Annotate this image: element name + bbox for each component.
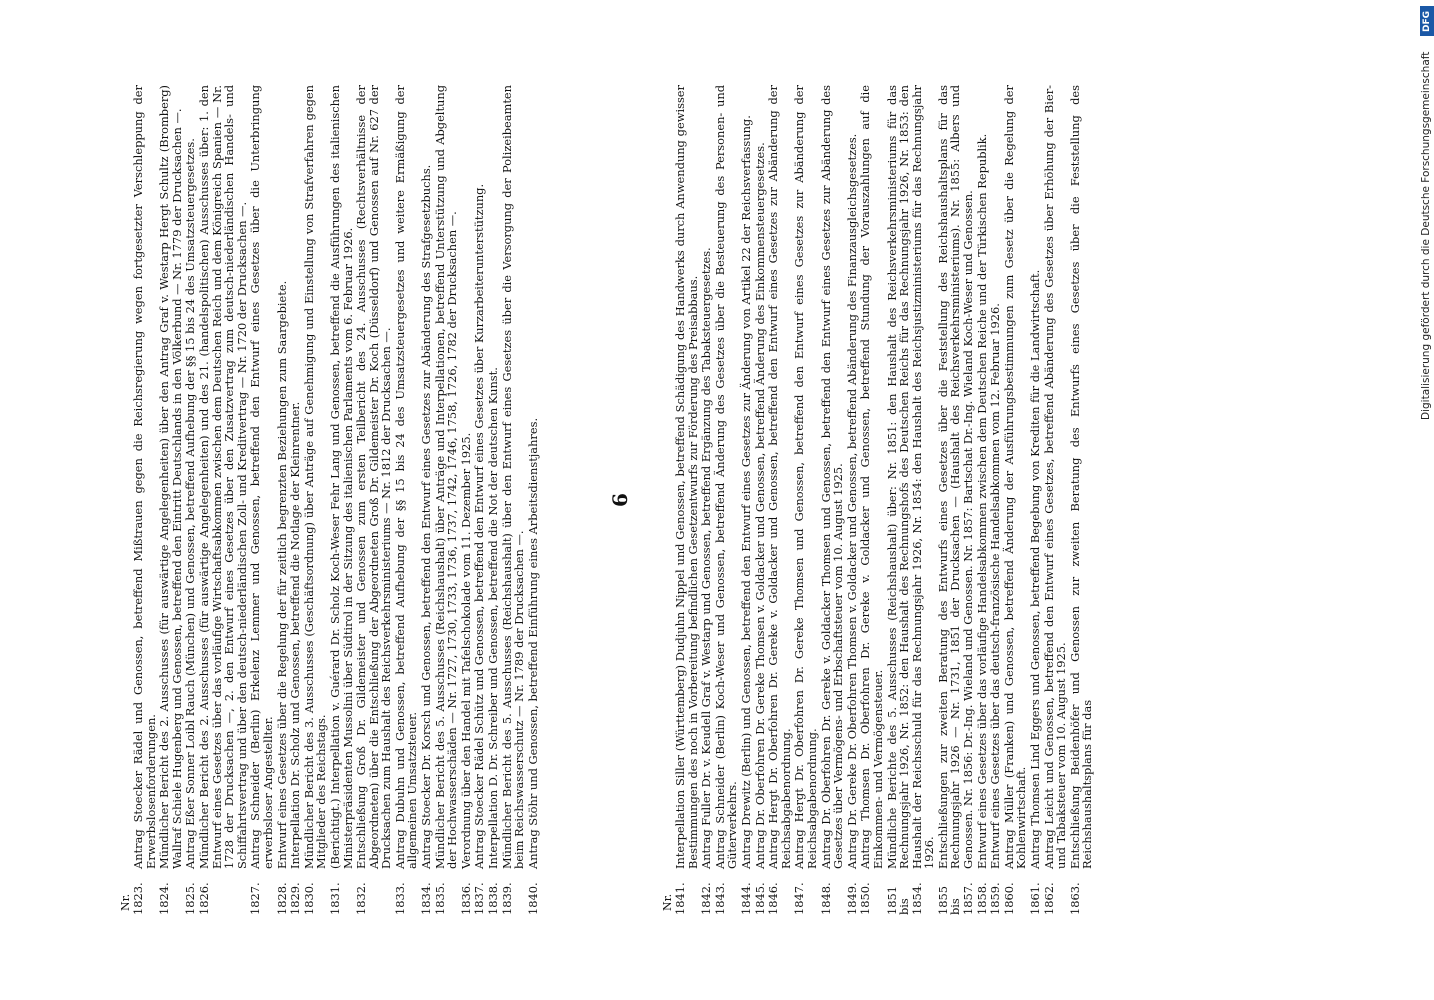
entry-text: Antrag Dr. Oberfohren Dr. Gereke Thomsen v. Goldacker und Genossen, betreffend Änderung des Einkommensteuergesetzes. bbox=[752, 142, 767, 869]
list-item bbox=[820, 85, 845, 915]
entry-number: 1830. bbox=[301, 882, 316, 915]
list-item bbox=[198, 85, 248, 915]
entry-number: 1847. bbox=[792, 882, 807, 915]
entry-number: 1834. bbox=[419, 882, 434, 915]
entry-number: 1861. bbox=[1028, 882, 1043, 915]
list-item bbox=[527, 85, 540, 915]
entry-number: 1843. bbox=[712, 882, 727, 915]
entry-text: Antrag Stöhr und Genossen, betreffend Einführung eines Arbeitsdienstjahres. bbox=[525, 417, 540, 869]
list-item bbox=[1043, 85, 1068, 915]
entry-text: Antrag Dr. Gereke Dr. Oberfohren Thomsen v. Goldacker und Genossen, betreffend Abänderung des Finanzausgleichsgesetzes. bbox=[844, 133, 859, 869]
entry-text: Entwurf eines Gesetzes über das vorläufige Handelsabkommen zwischen dem Deutschen Reiche und der Türkischen Republik. bbox=[974, 133, 989, 869]
list-item bbox=[158, 85, 183, 915]
entry-number: 1824. bbox=[157, 882, 172, 915]
entry-text: Antrag Thomsen Lind Eggers und Genossen, betreffend Begebung von Krediten für die Landwirtschaft. bbox=[1028, 269, 1043, 869]
entry-number: 1840. bbox=[525, 882, 540, 915]
entry-number: 1838. bbox=[486, 882, 501, 915]
list-item bbox=[184, 85, 197, 915]
list-item bbox=[674, 85, 699, 915]
entry-text: Antrag Hergt Dr. Oberfohren Dr. Gereke v. Goldacker und Genossen, betreffend den Entwurf eines Gesetzes zur Abänderung der Reichsabgabenordnung. bbox=[766, 85, 793, 869]
list-item bbox=[1029, 85, 1042, 915]
entry-text: Antrag Dubuhn und Genossen, betreffend Aufhebung der §§ 15 bis 24 des Umsatzsteuergesetzes und weitere Ermäßigung der allgemeinen Umsatzsteuer. bbox=[392, 85, 420, 869]
left-column bbox=[120, 85, 600, 915]
entry-number: 1825. bbox=[183, 882, 198, 915]
entry-number: 1842. bbox=[699, 882, 714, 915]
right-column bbox=[662, 85, 1242, 915]
entry-text: Antrag Schneider (Berlin) Koch-Weser und Genossen, betreffend Änderung des Gesetzes über die Besteuerung des Personen- und Güterverkehrs. bbox=[712, 85, 740, 869]
entry-number: 1850. bbox=[858, 882, 873, 915]
entry-number: 1833. bbox=[392, 882, 407, 915]
entry-text: Antrag Hergt Dr. Oberfohren Dr. Gereke Thomsen und Genossen, betreffend den Entwurf eines Gesetzes zur Abänderung der Reichsabgabenordnung. bbox=[792, 85, 819, 869]
entry-text: Antrag Drewitz (Berlin) und Genossen, betreffend den Entwurf eines Gesetzes zur Änderung von Artikel 22 der Reichsverfassung. bbox=[738, 115, 753, 869]
dfg-logo: DFG bbox=[1420, 6, 1434, 36]
list-item bbox=[1003, 85, 1028, 915]
entry-number: 1844. bbox=[738, 882, 753, 915]
entry-number: 1831. bbox=[327, 882, 342, 915]
entry-text: Entwurf eines Gesetzes über die Regelung der für zeitlich begrenzten Beziehungen zum Saargebiete. bbox=[274, 280, 289, 869]
list-item bbox=[434, 85, 459, 915]
list-item bbox=[754, 85, 767, 915]
list-item bbox=[714, 85, 739, 915]
entry-number: 1863. bbox=[1067, 882, 1082, 915]
list-item bbox=[1069, 85, 1094, 915]
entry-text: Mündlicher Bericht des 3. Ausschusses (Geschäftsordnung) über Anträge auf Genehmigung und Einstellung von Strafverfahren gegen Mitglieder des Reichstags. bbox=[301, 85, 329, 869]
entry-number: 1829. bbox=[288, 882, 303, 915]
entry-text: Mündlicher Bericht des 5. Ausschusses (Reichshaushalt) über den Entwurf eines Gesetzes über die Versorgung der Polizeibeamten beim Reichswasserschutz — Nr. 1789 der Drucksachen —. bbox=[499, 85, 527, 869]
entry-text: Interpellation Siller (Württemberg) Dudjuhn Nippel und Genossen, betreffend Schädigung des Handwerks durch Anwendung gewisser Bestimmungen des noch in Vorbereitung befindlichen Gesetzentwurfs zur Förderung des Preisabbaus. bbox=[673, 85, 700, 869]
entry-number: 1848. bbox=[818, 882, 833, 915]
rotated-page-content bbox=[120, 65, 1240, 935]
page-number: 6 bbox=[608, 493, 632, 507]
entry-text: Antrag Müller (Franken) und Genossen, betreffend Änderung der Ausführungsbestimmungen zum Gesetz über die Regelung der Kohlenwirtschaft. bbox=[1001, 85, 1029, 869]
digitization-credit: Digitalisierung gefördert durch die Deutsche Forschungsgemeinschaft bbox=[1420, 51, 1432, 420]
entry-text: Entschließung Groß Dr. Gildemeister und Genossen zum ersten Teilbericht des 24. Ausschusses (Rechtsverhältnisse der Abgeordneten) über die Entschließung der Abgeordneten Groß Dr. Gildemeister Dr. Koch (Düsseldorf) und Genossen auf Nr. 627 der Drucksachen zum Haushalt des Reichsverkehrsministeriums — Nr. 1812 der Drucksachen —. bbox=[354, 85, 394, 869]
list-item bbox=[740, 85, 753, 915]
list-item bbox=[859, 85, 884, 915]
entry-text: Antrag Thomsen Dr. Oberfohren Dr. Gereke v. Goldacker und Genossen, betreffend Stundung der Vorauszahlungen auf die Einkommen- und Vermögensteuer. bbox=[858, 85, 885, 869]
entry-text: Antrag Dr. Oberfohren Dr. Gereke v. Goldacker Thomsen und Genossen, betreffend den Entwurf eines Gesetzes zur Abänderung des Gesetzes über Vermögens- und Erbschaftsteuer vom 10. August 1925. bbox=[818, 85, 846, 869]
entry-number: 1832. bbox=[354, 882, 369, 915]
entry-number: 1849. bbox=[844, 882, 859, 915]
entry-number: 1828. bbox=[274, 882, 289, 915]
list-item bbox=[132, 85, 157, 915]
entry-text: Antrag Fuller Dr. v. Keudell Graf v. Westarp und Genossen, betreffend Ergänzung des Tabaksteuergesetzes. bbox=[699, 247, 714, 869]
list-item bbox=[289, 85, 302, 915]
entry-number: 1858. bbox=[974, 882, 989, 915]
list-item bbox=[329, 85, 354, 915]
entry-number: 1862. bbox=[1041, 882, 1056, 915]
list-item bbox=[460, 85, 473, 915]
entry-number: 1839. bbox=[499, 882, 514, 915]
entry-text: Mündlicher Bericht des 5. Ausschusses (Reichshaushalt) über Anträge und Interpellationen, betreffend Unterstützung und Abgeltung der Hochwasserschäden — Nr. 1727, 1730, 1733, 1736, 1737, 1742, 1746, 1758, 1726, 1782 der Drucksachen —. bbox=[432, 85, 460, 869]
list-item bbox=[976, 85, 989, 915]
entry-text: Entschließung Beidenhöfer und Genossen zur zweiten Beratung des Entwurfs eines Gesetzes über die Feststellung des Reichshaushaltsplans für das bbox=[1067, 85, 1095, 869]
list-item bbox=[793, 85, 818, 915]
entry-number: 1841. bbox=[673, 882, 687, 915]
entry-text: Mündlicher Bericht des 2. Ausschusses (für auswärtige Angelegenheiten) und des 21. (handelspolitischen) Ausschusses über: 1. den Entwurf eines Gesetzes über das vorläufige Wirtschaftsabkommen zwischen dem Deutschen Reich und dem Königreich Spanien — Nr. 1728 der Drucksachen —, 2. den Entwurf eines Gesetzes über den Zusatzvertrag zum deutsch-niederländischen Handels- und Schiffahrtsvertrag und über den deutsch-niederländischen Zoll- und Kreditvertrag — Nr. 1720 der Drucksachen —. bbox=[196, 85, 249, 869]
nr-heading-left: Nr. bbox=[119, 893, 132, 911]
entry-number: 1859. bbox=[988, 882, 1003, 915]
entry-number: 1837. bbox=[472, 882, 487, 915]
entry-text: Verordnung über den Handel mit Tafelschokolade vom 11. Dezember 1925. bbox=[458, 432, 473, 869]
entry-text: Entwurf eines Gesetzes über das deutsch-französische Handelsabkommen vom 12. Februar 1926. bbox=[988, 303, 1003, 869]
list-item bbox=[846, 85, 859, 915]
entry-number: 1823. bbox=[131, 882, 145, 915]
entry-text: Antrag Stoecker Rädel Schütz und Genossen, betreffend den Entwurf eines Gesetzes über Kurzarbeiterunterstützung. bbox=[472, 183, 487, 869]
entry-number: 1855 bis 1857. bbox=[935, 882, 976, 915]
list-item bbox=[303, 85, 328, 915]
list-item bbox=[249, 85, 274, 915]
entry-text: (Berichtigt.) Interpellation v. Guérard Dr. Scholz Koch-Weser Fehr Lang und Genossen, betreffend die Ausführungen des italienischen Ministerpräsidenten Mussolini über Südtirol in der Sitzung des italienischen Parlaments vom 6. Februar 1926. bbox=[327, 85, 355, 869]
list-item bbox=[420, 85, 433, 915]
list-item bbox=[700, 85, 713, 915]
entry-text: Antrag Eßer Sonner Loibl Rauch (München) und Genossen, betreffend Aufhebung der §§ 15 bis 24 des Umsatzsteuergesetzes. bbox=[183, 138, 198, 869]
entry-text: Antrag Schneider (Berlin) Erkelenz Lemmer und Genossen, betreffend den Entwurf eines Gesetzes über die Unterbringung erwerbsloser Angestellter. bbox=[248, 85, 275, 869]
entry-number: 1835. bbox=[432, 882, 447, 915]
entry-number: 1836. bbox=[458, 882, 473, 915]
entry-number: 1860. bbox=[1001, 882, 1016, 915]
list-item bbox=[767, 85, 792, 915]
entry-text: Antrag Stoecker Rädel und Genossen, betreffend Mißtrauen gegen die Reichsregierung wegen fortgesetzter Verschleppung der Erwerbslosenforderungen. bbox=[131, 85, 158, 869]
entry-number: 1827. bbox=[248, 882, 263, 915]
nr-heading-right: Nr. bbox=[661, 893, 674, 911]
list-item bbox=[886, 85, 936, 915]
entry-number: 1846. bbox=[766, 882, 781, 915]
entry-number: 1845. bbox=[752, 882, 767, 915]
list-item bbox=[487, 85, 500, 915]
list-item bbox=[989, 85, 1002, 915]
list-item bbox=[473, 85, 486, 915]
entry-text: Antrag Stoecker Dr. Korsch und Genossen, betreffend den Entwurf eines Gesetzes zur Abänderung des Strafgesetzbuchs. bbox=[419, 164, 434, 869]
entry-text: Mündlicher Bericht des 2. Ausschusses (für auswärtige Angelegenheiten) über den Antrag Graf v. Westarp Hergt Schultz (Bromberg) Wallraf Schiele Hugenberg und Genossen, betreffend den Eintritt Deutschlands in den Völkerbund — Nr. 1779 der Drucksachen —. bbox=[157, 85, 184, 869]
list-item bbox=[276, 85, 289, 915]
entry-text: Interpellation Dr. Scholz und Genossen, betreffend die Notlage der Kleinrentner. bbox=[288, 401, 303, 869]
list-item bbox=[355, 85, 393, 915]
list-item bbox=[394, 85, 419, 915]
list-item bbox=[501, 85, 526, 915]
list-item bbox=[937, 85, 975, 915]
entry-number: 1851 bis 1854. bbox=[884, 882, 924, 915]
entry-text: Mündliche Berichte des 5. Ausschusses (Reichshaushalt) über: Nr. 1851: den Haushalt des Reichsverkehrsministeriums für das Rechnungsjahr 1926, Nr. 1852: den Haushalt des Rechnungshofs des Deutschen Reichs für das Rechnungsjahr 1926, Nr. 1853: den Haushalt der Reichsschuld für das Rechnungsjahr 1926, Nr. 1854: den Haushalt des Reichsjustizministeriums für das Rechnungsjahr 1926. bbox=[884, 85, 937, 869]
entry-number: 1826. bbox=[196, 882, 211, 915]
entry-text: Entschließungen zur zweiten Beratung des Entwurfs eines Gesetzes über die Feststellung des Reichshaushaltsplans für das Rechnungsjahr 1926 — Nr. 1731, 1851 der Drucksachen — (Haushalt des Reichsverkehrsministeriums). Nr. 1855: Albers und Genossen. Nr. 1856: Dr.-Ing. Wieland und Genossen. Nr. 1857: Bartschat Dr.-Ing. Wieland Koch-Weser und Genossen. bbox=[935, 85, 976, 869]
entry-text: Interpellation D. Dr. Schreiber und Genossen, betreffend die Not der deutschen Kunst. bbox=[486, 367, 501, 869]
entry-text: Antrag Leicht und Genossen, betreffend den Entwurf eines Gesetzes, betreffend Abänderung des Gesetzes über Erhöhung der Bier- und Tabaksteuer vom 10. August 1925. bbox=[1041, 85, 1069, 869]
